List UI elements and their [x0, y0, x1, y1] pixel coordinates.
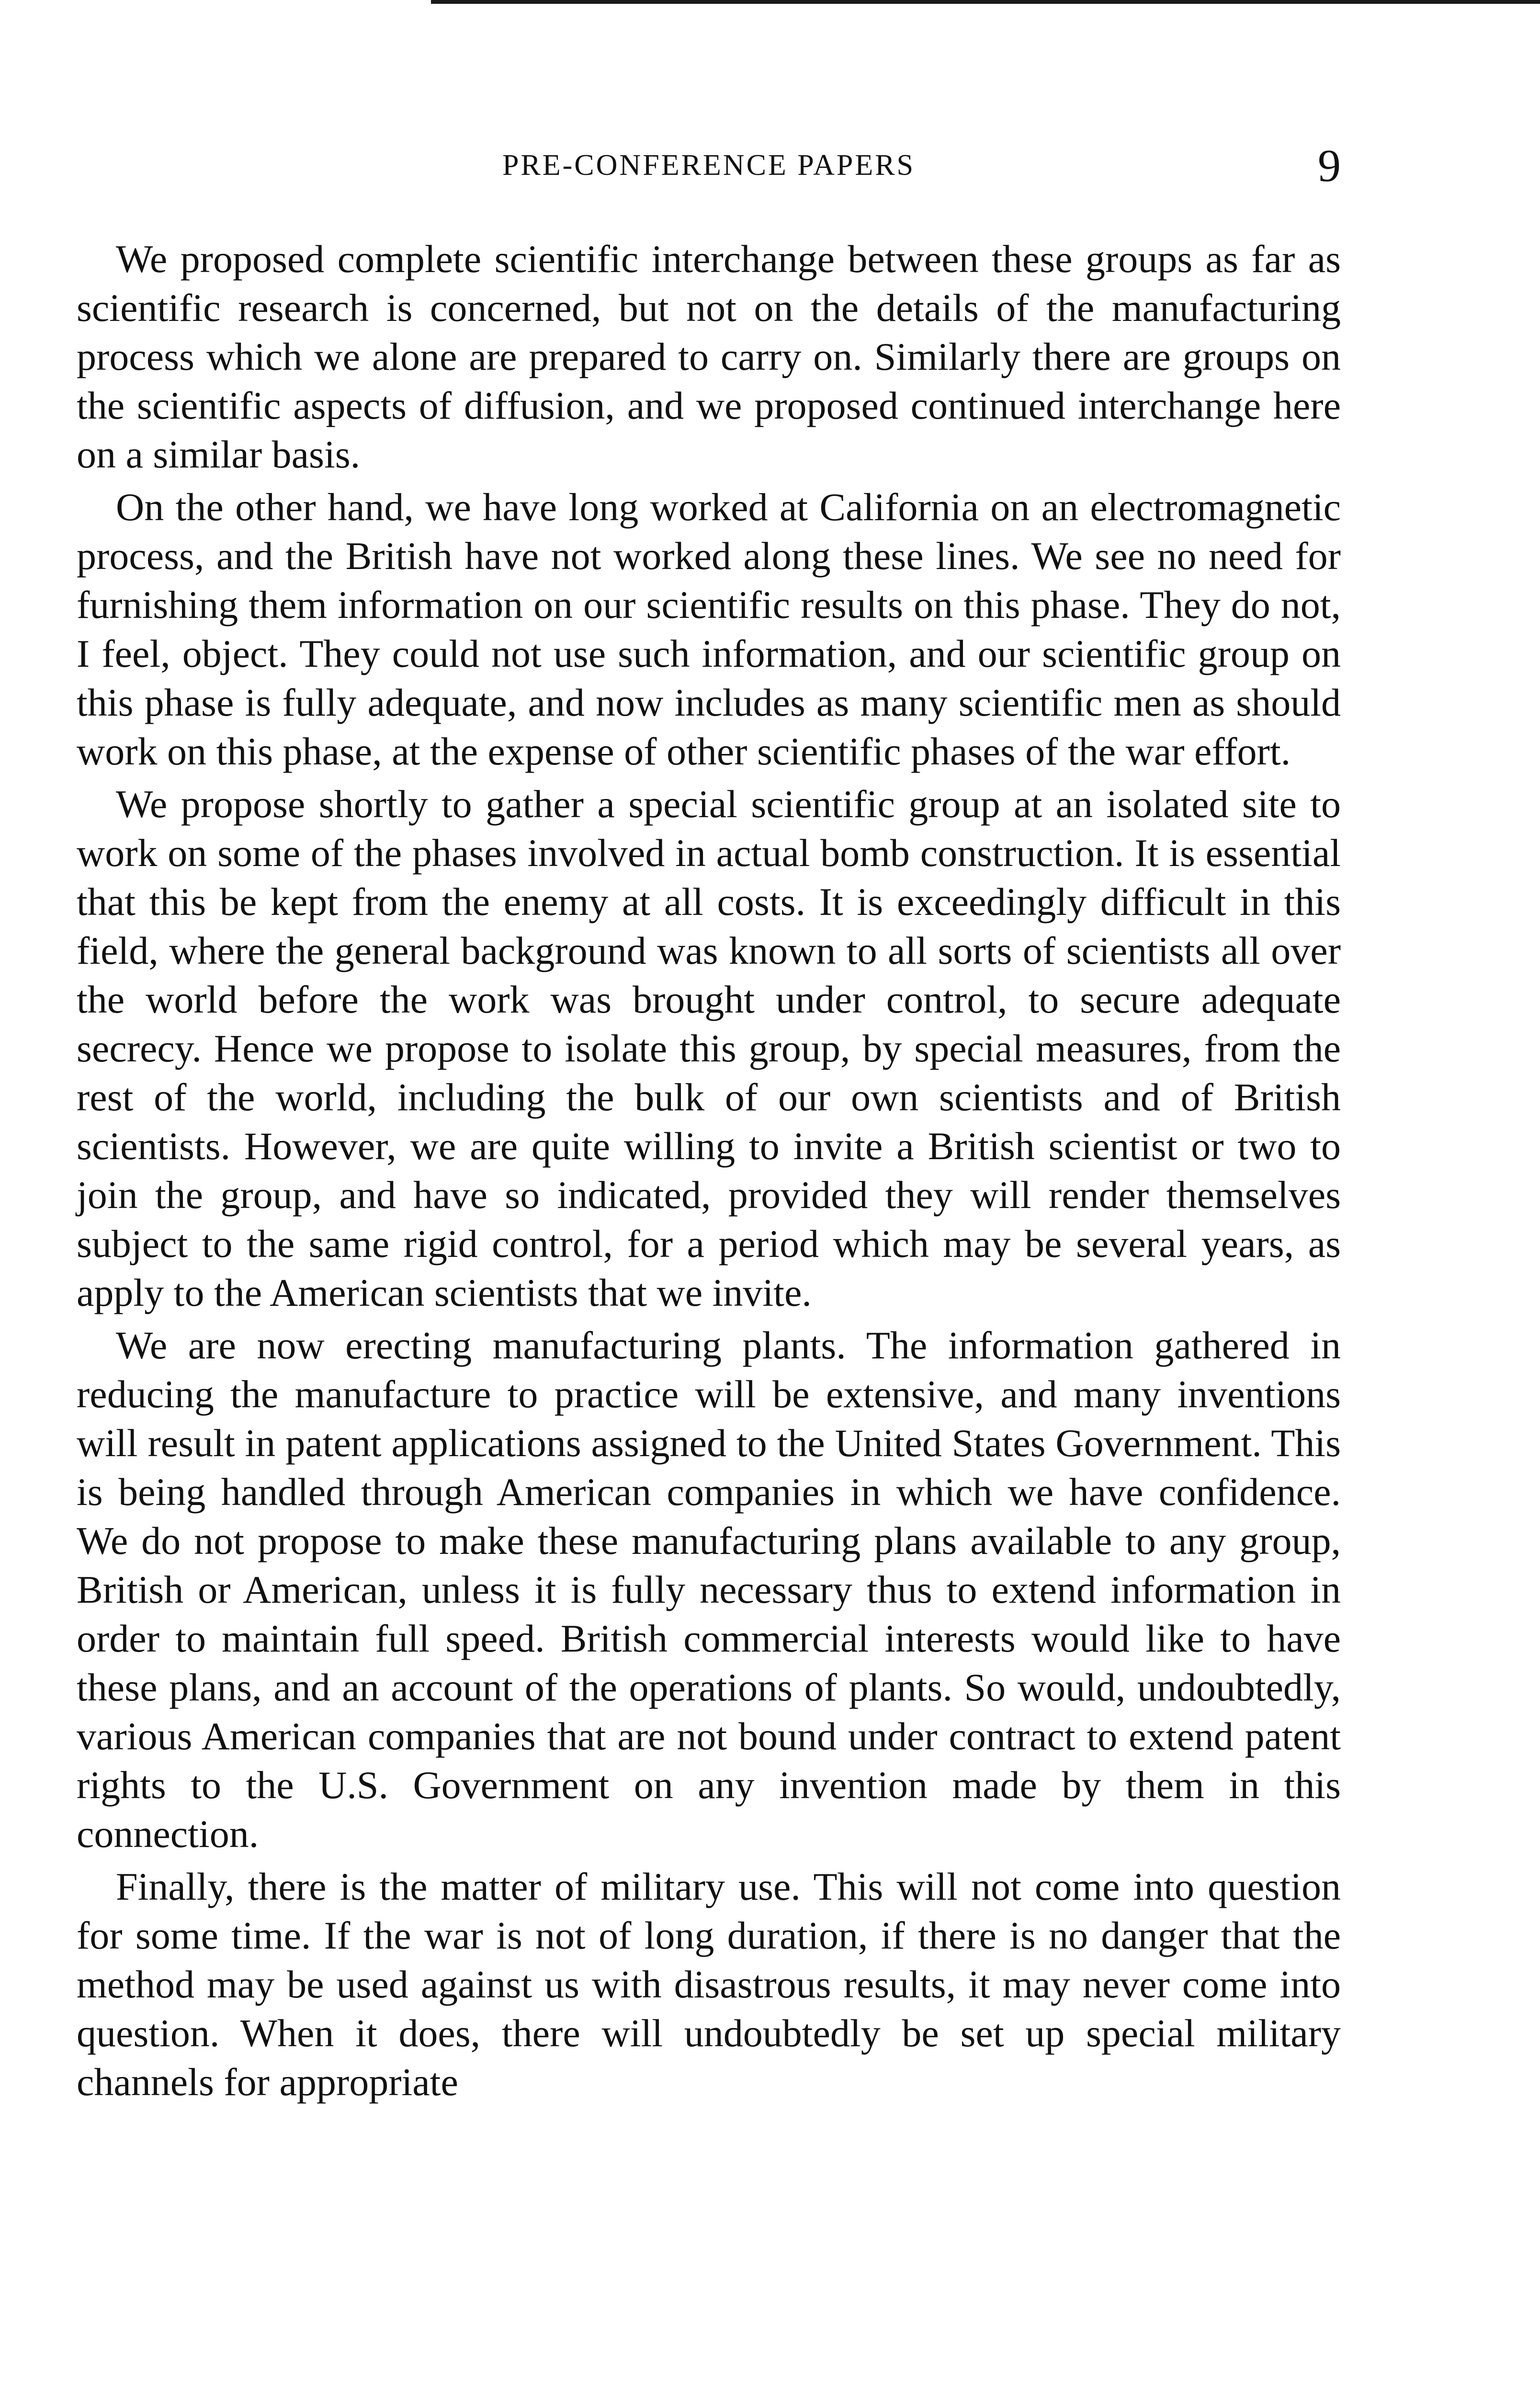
body-text	[77, 235, 1341, 2110]
running-head	[77, 140, 1341, 196]
page-number: 9	[1318, 140, 1341, 191]
paragraph: We are now erecting manufacturing plants. The information gathered in reducing the manufacture to practice will be extensive, and many inventions will result in patent applications assigned to the United States Government. This is being handled through American companies in which we have confidence. We do not propose to make these manufacturing plans available to any group, British or American, unless it is fully necessary thus to extend information in order to maintain full speed. British commercial interests would like to have these plans, and an account of the operations of plants. So would, undoubtedly, various American companies that are not bound under contract to extend patent rights to the U.S. Government on any invention made by them in this connection.	[77, 1323, 1341, 1856]
paragraph: We propose shortly to gather a special scientific group at an isolated site to work on some of the phases involved in actual bomb construction. It is essential that this be kept from the enemy at all costs. It is exceedingly difficult in this field, where the general background was known to all sorts of scientists all over the world before the work was brought under control, to secure adequate secrecy. Hence we propose to isolate this group, by special measures, from the rest of the world, including the bulk of our own scientists and of British scientists. However, we are quite willing to invite a British scientist or two to join the group, and have so indicated, provided they will render themselves subject to the same rigid control, for a period which may be several years, as apply to the American scientists that we invite.	[77, 782, 1341, 1314]
top-rule	[431, 0, 1540, 4]
running-title: PRE-CONFERENCE PAPERS	[502, 149, 916, 182]
paragraph: We proposed complete scientific interchange between these groups as far as scientific research is concerned, but not on the details of the manufacturing process which we alone are prepared to carry on. Similarly there are groups on the scientific aspects of diffusion, and we proposed continued interchange here on a similar basis.	[77, 237, 1341, 476]
paragraph: On the other hand, we have long worked at California on an electromagnetic process, and the British have not worked along these lines. We see no need for furnishing them information on our scientific results on this phase. They do not, I feel, object. They could not use such information, and our scientific group on this phase is fully adequate, and now includes as many scientific men as should work on this phase, at the expense of other scientific phases of the war effort.	[77, 485, 1341, 773]
paragraph: Finally, there is the matter of military use. This will not come into question for some time. If the war is not of long duration, if there is no danger that the method may be used against us with disastrous results, it may never come into question. When it does, there will undoubtedly be set up special military channels for appropriate	[77, 1865, 1341, 2104]
